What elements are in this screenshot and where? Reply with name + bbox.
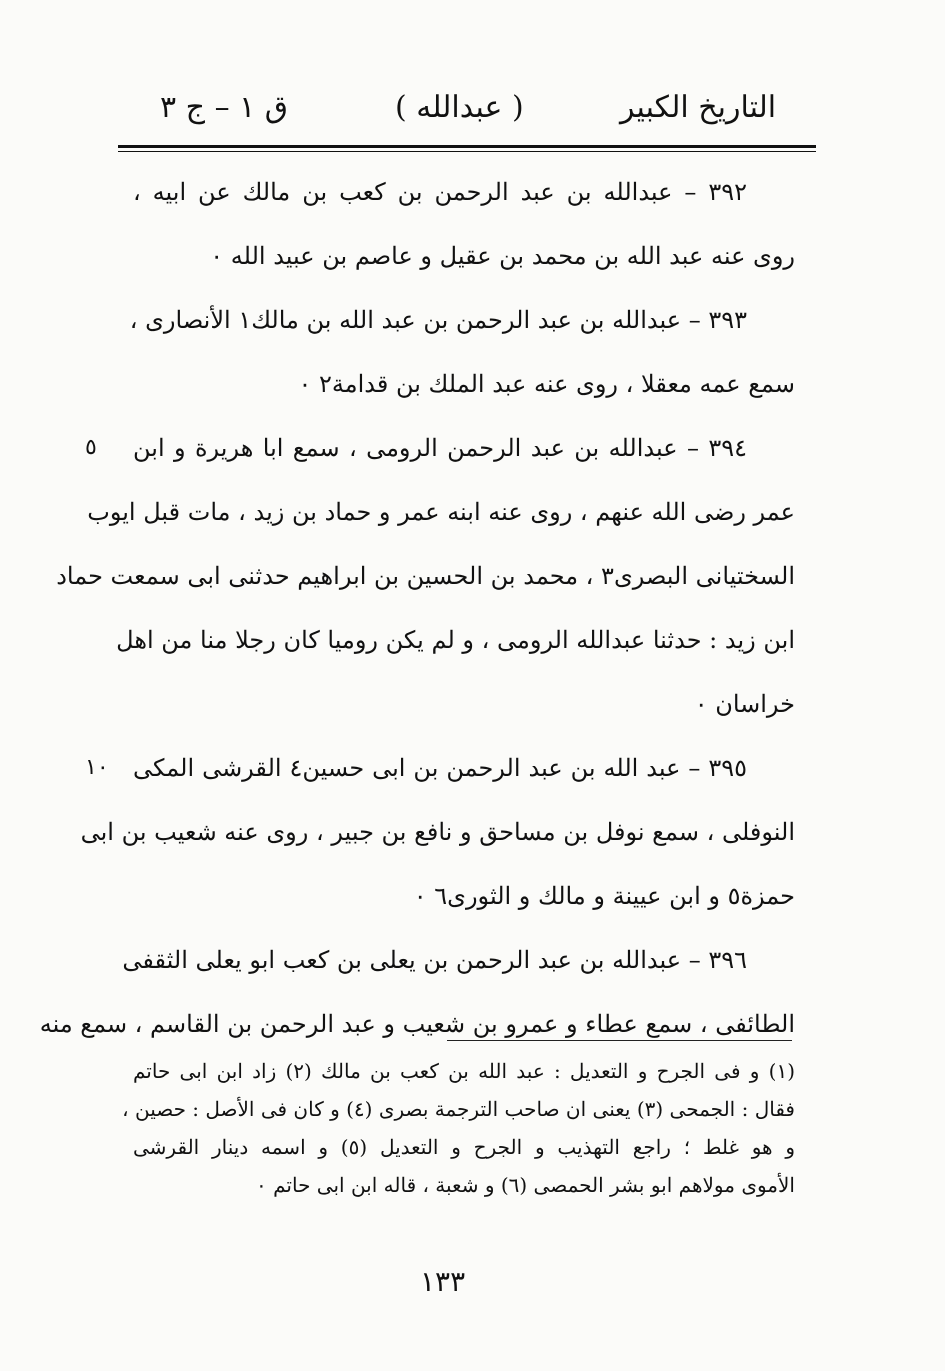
text-line: حمزة٥ و ابن عيينة و مالك و الثورى٦ ٠ bbox=[413, 882, 795, 910]
footnote-rule bbox=[447, 1040, 792, 1041]
page-number: ١٣٣ bbox=[420, 1265, 466, 1298]
text-line: ابن زيد : حدثنا عبدالله الرومى ، و لم يكن روميا كان رجلا منا من اهل bbox=[116, 626, 795, 654]
text-line: السختيانى البصرى٣ ، محمد بن الحسين بن ابراهيم حدثنى ابى سمعت حماد bbox=[56, 562, 795, 590]
volume-reference: ق ١ – ج ٣ bbox=[160, 90, 289, 125]
footnote-line: الأموى مولاهم ابو بشر الحمصى (٦) و شعبة ، قاله ابن ابى حاتم ٠ bbox=[256, 1173, 795, 1197]
book-title: التاريخ الكبير bbox=[620, 90, 777, 125]
line-number-10: ١٠ bbox=[85, 755, 109, 780]
footnote-line: (١) و فى الجرح و التعديل : عبد الله بن كعب بن مالك (٢) زاد ابن ابى حاتم bbox=[133, 1059, 795, 1083]
text-line: ٣٩٥ – عبد الله بن عبد الرحمن بن ابى حسين٤ القرشى المكى bbox=[133, 754, 748, 782]
header-rule-thick bbox=[118, 145, 816, 148]
text-line: ٣٩٣ – عبدالله بن عبد الرحمن بن عبد الله بن مالك١ الأنصارى ، bbox=[129, 306, 747, 334]
text-line: النوفلى ، سمع نوفل بن مساحق و نافع بن جبير ، روى عنه شعيب بن ابى bbox=[80, 818, 795, 846]
footnotes bbox=[122, 1052, 795, 1204]
footnote-line: فقال : الجمحى (٣) يعنى ان صاحب الترجمة بصرى (٤) و كان فى الأصل : حصين ، bbox=[122, 1097, 795, 1121]
text-line: الطائفى ، سمع عطاء و عمرو بن شعيب و عبد الرحمن بن القاسم ، سمع منه bbox=[39, 1010, 795, 1038]
text-line: ٣٩٢ – عبدالله بن عبد الرحمن بن كعب بن مالك عن ابيه ، bbox=[133, 178, 747, 206]
text-line: ٣٩٦ – عبدالله بن عبد الرحمن بن يعلى بن كعب ابو يعلى الثقفى bbox=[122, 946, 747, 974]
text-line: سمع عمه معقلا ، روى عنه عبد الملك بن قدامة٢ ٠ bbox=[298, 370, 795, 398]
header-rule-thin bbox=[118, 151, 816, 152]
text-line: خراسان ٠ bbox=[694, 690, 795, 718]
footnote-line: و هو غلط ؛ راجع التهذيب و الجرح و التعديل (٥) و اسمه دينار القرشى bbox=[133, 1135, 795, 1159]
text-line: عمر رضى الله عنهم ، روى عنه ابنه عمر و حماد بن زيد ، مات قبل ايوب bbox=[87, 498, 795, 526]
section-title: ( عبدالله ) bbox=[395, 90, 524, 125]
text-line: ٣٩٤ – عبدالله بن عبد الرحمن الرومى ، سمع ابا هريرة و ابن bbox=[133, 434, 747, 462]
line-number-5: ٥ bbox=[85, 435, 97, 460]
text-line: روى عنه عبد الله بن محمد بن عقيل و عاصم بن عبيد الله ٠ bbox=[210, 242, 795, 270]
